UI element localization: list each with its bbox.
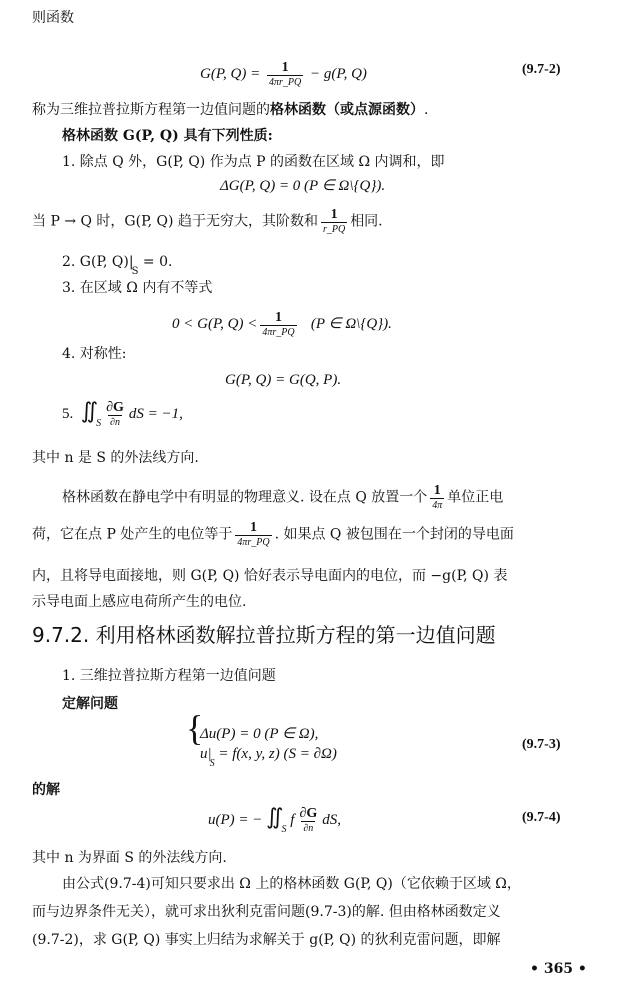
subscript: S [281,823,287,835]
text: u| [200,746,212,762]
denominator: 4πr_PQ [237,537,270,548]
property-2 [62,253,172,281]
subscript: S [96,417,102,429]
text: 荷，它在点 P 处产生的电位等于 [32,526,233,543]
text: = 0. [138,254,173,270]
text: dS = −1, [128,405,183,422]
text-line: 内，且将导电面接地，则 G(P, Q) 恰好表示导电面内的电位，而 −g(P, Q) 表 [32,568,508,584]
text-line: 定解问题 [62,696,118,712]
text-line [62,483,503,512]
double-integral: ∬ [80,397,99,423]
fraction [321,207,347,236]
text-line: 的解 [32,782,60,798]
numerator: 1 [275,310,282,325]
denominator: ∂n [303,823,314,834]
text-line: 其中 n 为界面 S 的外法线方向. [32,850,227,866]
denominator: 4π [432,500,443,511]
text: 单位正电 [447,489,504,506]
subscript: S [209,758,215,769]
term-green-function: 格林函数（或点源函数） [270,102,424,118]
denominator: ∂n [110,417,120,428]
text: 相同. [350,213,383,230]
text-line [32,101,428,119]
text-line: 格林函数 G(P, Q) 具有下列性质: [62,128,273,144]
text: u(P) = − [208,811,263,828]
equation-number: (9.7-2) [522,62,561,77]
numerator: ∂G [106,400,124,415]
fraction [260,310,296,339]
page-number: • 365 • [530,961,587,977]
equation-system [186,708,337,774]
text: f [290,811,295,828]
equation-9-7-4 [208,803,341,839]
text-line: (9.7-2)，求 G(P, Q) 事实上归结为求解关于 g(P, Q) 的狄利克雷问题，即解 [32,932,501,948]
denominator: 4πr_PQ [269,77,302,88]
eq-rhs: − g(P, Q) [310,65,367,82]
text: (P ∈ Ω\{Q}). [310,315,392,332]
text: 0 < G(P, Q) < [172,315,258,332]
text: 当 P → Q 时，G(P, Q) 趋于无穷大，其阶数和 [32,213,318,230]
text-line [32,520,514,549]
text: 2. G(P, Q)| [62,254,134,270]
numerator: 1 [330,207,338,222]
section-heading: 9.7.2. 利用格林函数解拉普拉斯方程的第一边值问题 [32,623,496,647]
equation-line: Δu(P) = 0 (P ∈ Ω), [200,726,319,742]
text: 格林函数在静电学中有明显的物理意义. 设在点 Q 放置一个 [62,489,428,506]
fraction [430,483,444,512]
equation-number: (9.7-3) [522,737,561,752]
text: dS, [322,811,341,828]
equation: G(P, Q) = G(Q, P). [225,372,342,388]
numerator: 1 [281,60,289,75]
property-5 [62,397,183,433]
text: 5. [62,405,74,422]
text-line: 而与边界条件无关），就可求出狄利克雷问题(9.7-3)的解. 但由格林函数定义 [32,904,501,920]
subscript: S [131,266,139,277]
eq-lhs: G(P, Q) = [200,65,261,82]
property-4: 4. 对称性: [62,346,127,362]
double-integral: ∬ [266,803,284,829]
fraction [297,806,319,835]
fraction [104,400,126,429]
equation-number: (9.7-4) [522,810,561,825]
denominator: r_PQ [322,224,346,235]
text-line: 则函数 [32,10,74,26]
equation: ΔG(P, Q) = 0 (P ∈ Ω\{Q}). [220,178,386,194]
equation-line [200,744,337,774]
denominator: 4πr_PQ [262,327,295,338]
text-line: 由公式(9.7-4)可知只要求出 Ω 上的格林函数 G(P, Q)（它依赖于区域 Ω， [62,876,521,892]
property-3: 3. 在区域 Ω 内有不等式 [62,280,213,296]
numerator: 1 [249,520,257,535]
fraction [235,520,271,549]
text: . [424,102,429,118]
brace: { [186,708,204,748]
subsection-title: 1. 三维拉普拉斯方程第一边值问题 [62,668,276,684]
text: . 如果点 Q 被包围在一个封闭的导电面 [274,526,514,543]
numerator: 1 [433,483,441,498]
property-1: 1. 除点 Q 外，G(P, Q) 作为点 P 的函数在区域 Ω 内调和，即 [62,154,445,170]
inequality [172,310,392,339]
text-line: 示导电面上感应电荷所产生的电位. [32,594,247,610]
text: 称为三维拉普拉斯方程第一边值问题的 [32,102,270,118]
equation-9-7-2 [200,60,367,89]
numerator: ∂G [299,806,318,821]
text-line: 其中 n 是 S 的外法线方向. [32,450,199,466]
text-line [32,207,383,236]
fraction [267,60,303,89]
text: = f(x, y, z) (S = ∂Ω) [214,746,337,762]
